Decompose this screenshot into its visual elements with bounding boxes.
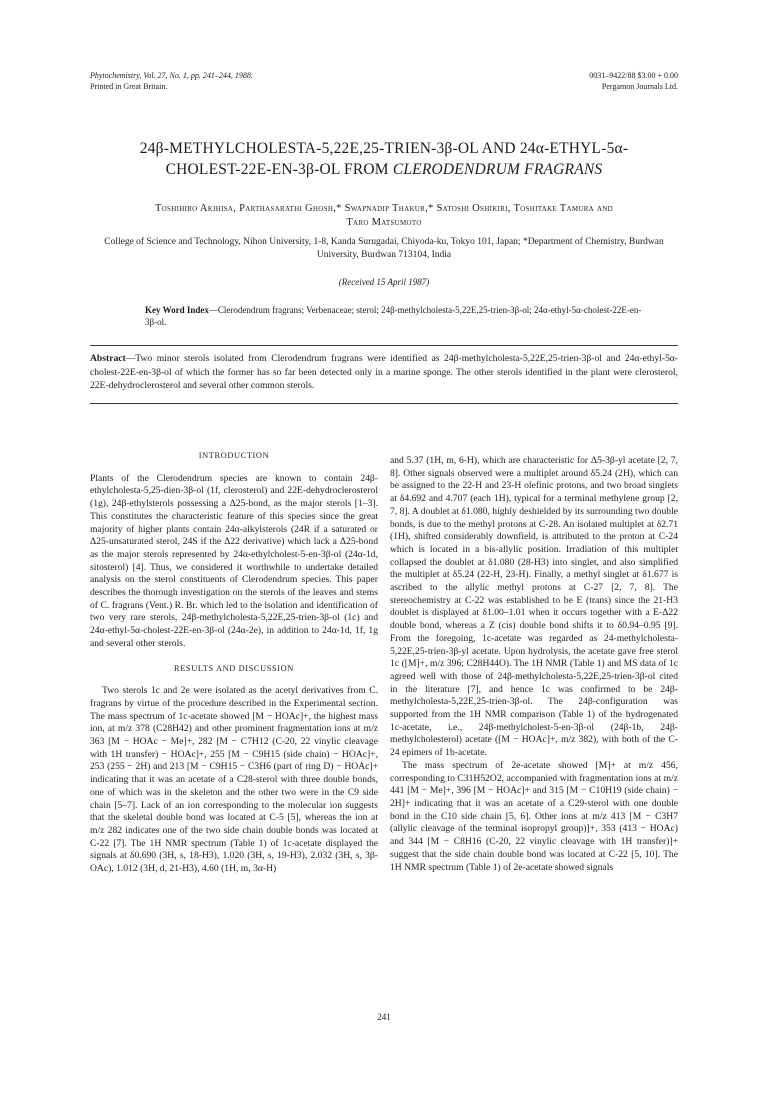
authors-line-2: Taro Matsumoto (346, 217, 422, 228)
introduction-heading: INTRODUCTION (198, 451, 270, 460)
title-species: CLERODENDRUM FRAGRANS (392, 161, 603, 178)
abstract (90, 352, 678, 393)
received-date: (Received 15 April 1987) (338, 277, 430, 287)
left-column (90, 450, 378, 876)
abstract-bottom-rule (90, 403, 678, 404)
results-paragraph-1: Two sterols 1c and 2e were isolated as the acetyl derivatives from C. fragrans by virtue of the procedure described in the Experimental section. The mass spectrum of 1c-acetate showed [M − HOAc]+, the highest mass ion, at m/z 378 (C28H42) and other prominent fragmentation ions at m/z 363 [M − HOAc − Me]+, 282 [M − C7H12 (C-20, 22 vinylic cleavage with 1H transfer) − HOAc]+, 255 [M − C9H15 (side chain) − HOAc]+, 253 (255 − 2H) and 213 [M − C9H15 − C3H6 (part of ring D) − HOAc]+ indicating that it was an acetate of a C28-sterol with three double bonds, one of which was in the skeleton and the other two were in the C9 side chain [5–7]. Lack of an ion corresponding to the molecular ion suggests that the skeletal double bond was located at C-5 [5], whereas the ion at m/z 282 indicates one of the two side chain double bonds was located at C-22 [7]. The 1H NMR spectrum (Table 1) of 1c-acetate displayed the signals at δ0.690 (3H, s, 18-H3), 1.020 (3H, s, 19-H3), 2.032 (3H, s, 3β-OAc), 1.012 (3H, d, 21-H3), 4.60 (1H, m, 3α-H) (90, 685, 378, 875)
publisher: Pergamon Journals Ltd. (601, 82, 678, 91)
journal-citation: Phytochemistry, Vol. 27, No. 1, pp. 241–244, 1988. (90, 71, 253, 80)
title-line-2 (90, 159, 678, 180)
results-heading: RESULTS AND DISCUSSION (174, 663, 294, 673)
introduction-paragraph: Plants of the Clerodendrum species are known to contain 24β-ethylcholesta-5,25-dien-3β-ol (1f, clerosterol) and 22E-dehydroclerosterol (1g), 24β-ethylsterols possessing a Δ25-bond, as the major sterols [1–3]. This constitutes the characteristic feature of this species since the great majority of higher plants contain 24α-alkylsterols (24R if a saturated or Δ25-unsaturated sterol, 24S if the Δ22 derivative) which lack a Δ25-bond as the major sterols represented by 24α-ethylcholest-5-en-3β-ol (24α-1d, sitosterol) [4]. Thus, we considered it worthwhile to undertake detailed analysis on the sterol constituents of Clerodendrum species. This paper describes the thorough investigation on the sterols of the leaves and stems of C. fragrans (Vent.) R. Br. which led to the isolation and identification of two very rare sterols, 24β-methylcholesta-5,22E,25-trien-3β-ol (1c) and 24α-ethyl-5α-cholest-22E-en-3β-ol (24α-2e), in addition to 24α-1d, 1f, 1g and several other sterols. (90, 472, 378, 649)
printed-in: Printed in Great Britain. (90, 82, 168, 91)
article-title (90, 138, 678, 180)
right-column (390, 455, 678, 874)
keyword-index (145, 304, 645, 328)
results-paragraph-3: The mass spectrum of 2e-acetate showed [M]+ at m/z 456, corresponding to C31H52O2, accompanied with fragmentation ions at m/z 441 [M − Me]+, 396 [M − HOAc]+ and 315 [M − C10H19 (side chain) − 2H]+ indicating that it was an acetate of a C29-sterol with one double bond in the C10 side chain [5, 6]. Other ions at m/z 413 [M − C3H7 (allylic cleavage of the terminal isopropyl group)]+, 353 (413 − HOAc) and 344 [M − C8H16 (C-20, 22 vinylic cleavage with 1H transfer)]+ suggest that the side chain double bond was located at C-22 [5, 10]. The 1H NMR spectrum (Table 1) of 2e-acetate showed signals (390, 759, 678, 873)
title-line-1: 24β-METHYLCHOLESTA-5,22E,25-TRIEN-3β-OL AND 24α-ETHYL-5α- (139, 140, 629, 157)
page-number: 241 (377, 1012, 391, 1022)
issn-price: 0031–9422/88 $3.00 + 0.00 (589, 71, 678, 80)
keywords-text: —Clerodendrum fragrans; Verbenaceae; sterol; 24β-methylcholesta-5,22E,25-trien-3β-ol; 24α-ethyl-5α-cholest-22E-en-3β-ol. (145, 305, 642, 327)
abstract-label: Abstract (90, 353, 126, 364)
journal-header-right (589, 70, 678, 92)
results-paragraph-2: and 5.37 (1H, m, 6-H), which are characteristic for Δ5-3β-yl acetate [2, 7, 8]. Other signals observed were a multiplet around δ5.24 (2H), which can be assigned to the 22-H and 23-H olefinic protons, and two broad singlets at δ4.692 and 4.707 (each 1H), typical for a terminal methylene group [2, 7, 8]. A doublet at δ1.080, highly deshielded by its surrounding two double bonds, is due to the methyl protons at C-28. An isolated multiplet at δ2.71 (1H), shifted considerably downfield, is attributed to the proton at C-24 which is located in a bis-allylic position. Irradiation of this multiplet collapsed the doublet at δ1.080 (28-H3) into singlet, and also simplified the multiplet at δ5.24 (22-H, 23-H). Finally, a methyl singlet at δ1.677 is ascribed to the allylic methyl protons at C-27 [2, 7, 8]. The stereochemistry at C-22 was established to be E (trans) since the 21-H3 doublet is displayed at δ1.00–1.01 when it occurs together with a E-Δ22 double bond, whereas a Z (cis) double bond shifts it to δ0.94–0.95 [9]. From the foregoing, 1c-acetate was regarded as 24-methylcholesta-5,22E,25-trien-3β-yl acetate. Upon hydrolysis, the acetate gave free sterol 1c ([M]+, m/z 396; C28H44O). The 1H NMR (Table 1) and MS data of 1c agreed well with those of 24β-methylcholesta-5,22E,25-trien-3β-ol cited in the literature [7], and hence 1c was confirmed to be 24β-methylcholesta-5,22E,25-trien-3β-ol. The 24β-configuration was supported from the 1H NMR comparison (Table 1) of the hydrogenated 1c-acetate, i.e., 24β-methylcholest-5-en-3β-ol (24β-1b, 24β-methylcholesterol) acetate ([M − HOAc]+, m/z 382), with both of the C-24 epimers of 1b-acetate. (390, 455, 678, 759)
author-list (90, 202, 678, 230)
journal-header-left (90, 70, 253, 92)
authors-line-1: Toshihiro Akihisa, Parthasarathi Ghosh,* Swapnadip Thakur,* Satoshi Oshikiri, Toshitake Tamura and (154, 203, 614, 214)
keywords-label: Key Word Index (145, 305, 209, 315)
abstract-top-rule (90, 345, 678, 346)
affiliation: College of Science and Technology, Nihon University, 1-8, Kanda Surugadai, Chiyoda-ku, Tokyo 101, Japan; *Department of Chemistry, Burdwan University, Burdwan 713104, India (104, 237, 664, 260)
title-line-2-text: CHOLEST-22E-EN-3β-OL FROM (165, 161, 393, 178)
abstract-text: —Two minor sterols isolated from Clerodendrum fragrans were identified as 24β-methylcholesta-5,22E,25-trien-3β-ol and 24α-ethyl-5α-cholest-22E-en-3β-ol of which the former has so far been detected only in a marine sponge. The other sterols identified in the plant were clerosterol, 22E-dehydroclerosterol and several other common sterols. (90, 353, 678, 391)
